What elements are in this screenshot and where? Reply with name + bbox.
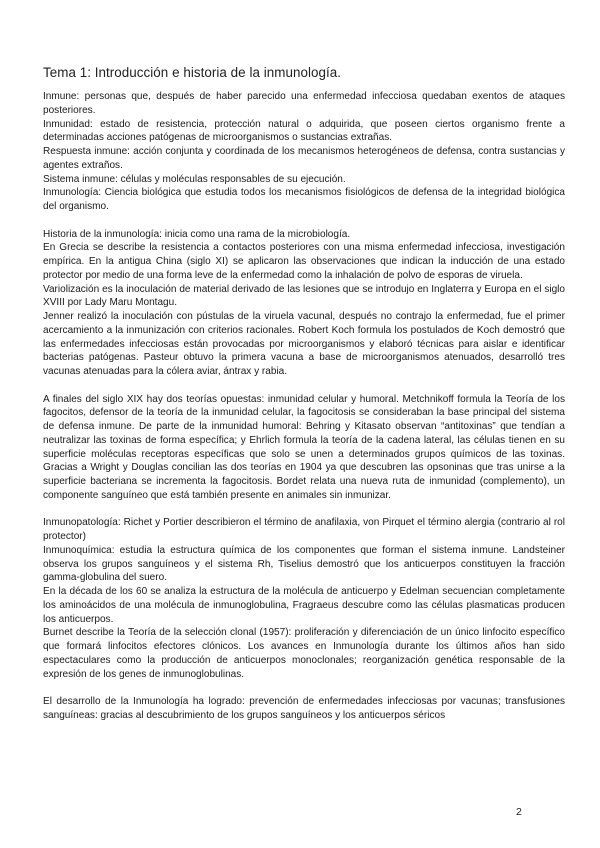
paragraph-sistema-inmune: Sistema inmune: células y moléculas responsables de su ejecución. <box>43 173 346 185</box>
paragraph-gap <box>43 214 565 228</box>
paragraph-grecia-china: En Grecia se describe la resistencia a contactos posteriores con una misma enfermedad infecciosa, investigación empírica. En la antigua China (siglo XI) se aplicaron las observaciones que indican la inducción de una estado protector por medio de una forma leve de la enfermedad como la inhalación de polvo de esporas de viruela. <box>43 242 565 281</box>
definitions-section <box>43 90 565 214</box>
theories-section <box>43 393 565 503</box>
paragraph-decada-60: En la década de los 60 se analiza la estructura de la molécula de anticuerpo y Edelman secuencian completamente los aminoácidos de una molécula de inmunoglobulina, Fragraeus descubre como las células plasmaticas producen los anticuerpos. <box>43 586 565 625</box>
paragraph-gap <box>43 681 565 695</box>
paragraph-inmunologia: Inmunología: Ciencia biológica que estudia todos los mecanismos fisiológicos de defensa de la integridad biológica del organismo. <box>43 187 565 212</box>
paragraph-inmunidad: Inmunidad: estado de resistencia, protección natural o adquirida, que poseen ciertos organismo frente a determinadas acciones patógenas de microorganismos o sustancias extrañas. <box>43 118 565 144</box>
branches-section <box>43 516 565 681</box>
paragraph-desarrollo: El desarrollo de la Inmunología ha logrado: prevención de enfermedades infecciosas por vacunas; transfusiones sanguíneas: gracias al descubrimiento de los grupos sanguíneos y los anticuerpos séricos <box>43 696 565 721</box>
paragraph-inmunoquimica: Inmunoquímica: estudia la estructura química de los componentes que forman el sistema inmune. Landsteiner observa los grupos sanguíneos y el sistema Rh, Tiselius demostró que los anticuerpos constituyen la fracción gamma-globulina del suero. <box>43 544 565 584</box>
paragraph-variolizacion: Variolización es la inoculación de material derivado de las lesiones que se introdujo en Inglaterra y Europa en el siglo XVIII por Lady Maru Montagu. <box>43 283 565 309</box>
paragraph-burnet: Burnet describe la Teoría de la selección clonal (1957): proliferación y diferenciación de un único linfocito específico que formará linfocitos efectores clónicos. Los avances en Inmunología durante los últimos años han sido espectaculares como la producción de anticuerpos monoclonales; reorganización genética responsable de la expresión de los genes de inmunoglobulinas. <box>43 627 565 680</box>
paragraph-gap <box>43 379 565 393</box>
paragraph-teorias: A finales del siglo XIX hay dos teorías opuestas: inmunidad celular y humoral. Metchnikoff formula la Teoría de los fagocitos, defensor de la teoría de la inmunidad celular, la fagocitosis se consideraban la base principal del sistema de defensa inmune. De parte de la inmunidad humoral: Behring y Kitasato observan “antitoxinas” que tendían a neutralizar las toxinas de forma específica; y Ehrlich formula la teoría de la cadena lateral, las células tienen en su superficie moléculas receptoras específicas que solo se unen a determinados grupos químicos de las toxinas. Gracias a Wright y Douglas concilian las dos teorías en 1904 ya que descubren las opsoninas que tras unirse a la superficie bacteriana se incrementa la fagocitosis. Bordet relata una nueva ruta de inmunidad (complemento), un componente sanguíneo que está también presente en animales sin inmunizar. <box>43 393 565 501</box>
document-body <box>43 90 565 723</box>
paragraph-historia: Historia de la inmunología: inicia como una rama de la microbiología. <box>43 228 351 240</box>
page-number: 2 <box>516 806 522 818</box>
paragraph-jenner-koch-pasteur: Jenner realizó la inoculación con pústulas de la viruela vacunal, después no contrajo la enfermedad, fue el primer acercamiento a la inmunización con criterios racionales. Robert Koch formula los postulados de Koch demostró que las enfermedades infecciosas están provocadas por microorganismos y elaboró técnicas para aislar e identificar bacterias patógenas. Pasteur obtuvo la primera vacuna a base de microorganismos atenuados, desarrolló tres vacunas atenuadas para la cólera aviar, ántrax y rabia. <box>43 311 565 377</box>
development-section <box>43 695 565 723</box>
paragraph-inmunopatologia: Inmunopatología: Richet y Portier describieron el término de anafilaxia, von Pirquet el término alergia (contrario al rol protector) <box>43 517 565 542</box>
paragraph-inmune: Inmune: personas que, después de haber parecido una enfermedad infecciosa quedaban exentos de ataques posteriores. <box>43 91 565 116</box>
document-title: Tema 1: Introducción e historia de la inmunología. <box>43 65 342 80</box>
paragraph-respuesta-inmune: Respuesta inmune: acción conjunta y coordinada de los mecanismos heterogéneos de defensa, contra sustancias y agentes extraños. <box>43 146 565 171</box>
paragraph-gap <box>43 503 565 517</box>
history-section <box>43 228 565 379</box>
